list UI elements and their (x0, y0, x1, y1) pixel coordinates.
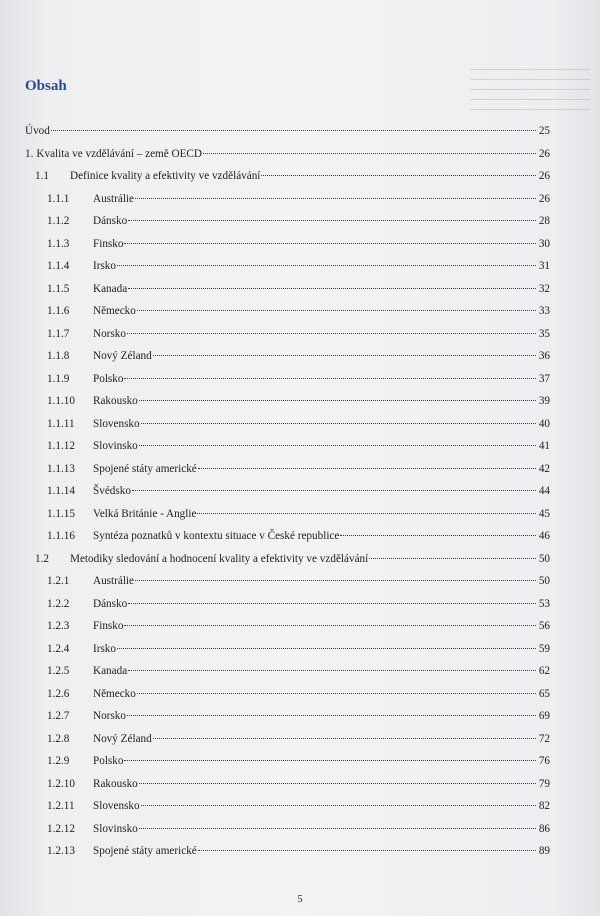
toc-entry-number: 1.1.11 (47, 417, 75, 430)
toc-entry-title: Austrálie (93, 575, 135, 587)
toc-entry (25, 683, 550, 706)
toc-entry-title: Irsko (93, 642, 116, 655)
toc-entry-page: 30 (538, 237, 550, 250)
toc-dot-leader (117, 265, 536, 266)
toc-entry (25, 548, 550, 571)
toc-entry-title: Úvod (25, 125, 50, 137)
toc-dot-leader (124, 760, 535, 761)
toc-entry-title: Švédsko (93, 485, 131, 497)
toc-dot-leader (139, 400, 536, 401)
toc-entry-page: 72 (538, 732, 550, 745)
toc-dot-leader (117, 648, 536, 649)
toc-entry-number: 1.1.1 (47, 192, 70, 205)
toc-entry (25, 323, 550, 346)
toc-entry (25, 593, 550, 616)
toc-dot-leader (124, 243, 535, 244)
toc-entry (25, 773, 550, 796)
toc-dot-leader (127, 715, 536, 716)
toc-entry-number: 1.2.5 (47, 665, 70, 677)
toc-entry-title: Rakousko (93, 395, 138, 407)
toc-entry-number: 1.1 (35, 170, 49, 182)
show-through-lines (470, 60, 590, 120)
toc-entry (25, 525, 550, 548)
toc-entry-number: 1.1.15 (47, 507, 75, 520)
toc-entry-page: 69 (538, 710, 550, 722)
toc-entry-page: 28 (538, 215, 550, 227)
toc-entry-number: 1.2.6 (47, 687, 70, 700)
toc-entry (25, 435, 550, 458)
toc-dot-leader (139, 783, 536, 784)
toc-entry (25, 818, 550, 841)
toc-entry-title: Irsko (93, 260, 116, 272)
toc-entry (25, 188, 550, 211)
toc-dot-leader (137, 693, 536, 694)
toc-entry (25, 705, 550, 728)
toc-entry-title: Velká Británie - Anglie (93, 507, 197, 520)
toc-entry-title: Německo (93, 305, 136, 317)
toc-entry-number: 1.1.5 (47, 282, 70, 295)
toc-dot-leader (128, 670, 536, 671)
toc-entry (25, 480, 550, 503)
toc-entry-page: 39 (538, 395, 550, 407)
toc-dot-leader (128, 288, 536, 289)
toc-entry-page: 40 (538, 417, 550, 430)
toc-entry-number: 1.1.14 (47, 485, 75, 497)
toc-entry-number: 1.1.12 (47, 440, 75, 452)
toc-entry-number: 1.2.11 (47, 800, 75, 812)
toc-dot-leader (369, 558, 536, 559)
toc-dot-leader (203, 153, 536, 154)
toc-entry-number: 1.2.7 (47, 710, 70, 722)
toc-dot-leader (153, 738, 536, 739)
toc-entry-title: Spojené státy americké (93, 462, 197, 475)
toc-entry-page: 35 (538, 327, 550, 340)
toc-heading: Obsah (25, 78, 67, 94)
toc-entry (25, 660, 550, 683)
toc-entry (25, 413, 550, 436)
toc-entry-title: Slovinsko (93, 822, 138, 835)
toc-entry (25, 570, 550, 593)
toc-entry-number: 1.2.10 (47, 777, 75, 790)
toc-entry-page: 62 (538, 665, 550, 677)
toc-entry (25, 120, 550, 143)
toc-entry-number: 1.2.4 (47, 642, 70, 655)
toc-entry-number: 1.2.3 (47, 620, 70, 632)
toc-entry-page: 41 (538, 440, 550, 452)
toc-entry-page: 50 (538, 575, 550, 587)
toc-entry (25, 143, 550, 166)
toc-entry-number: 1.1.8 (47, 350, 70, 362)
toc-entry-page: 82 (538, 800, 550, 812)
toc-entry-number: 1.2.9 (47, 755, 70, 767)
toc-entry-page: 33 (538, 305, 550, 317)
toc-entry-number: 1.2.12 (47, 822, 75, 835)
toc-entry-number: 1.2.13 (47, 845, 75, 857)
toc-entry-title: Spojené státy americké (93, 845, 197, 857)
toc-entry-page: 76 (538, 755, 550, 767)
toc-entry-number: 1.1.13 (47, 462, 75, 475)
toc-dot-leader (153, 355, 536, 356)
toc-dot-leader (141, 805, 536, 806)
toc-entry-title: Austrálie (93, 192, 135, 205)
toc-dot-leader (141, 423, 536, 424)
toc-dot-leader (124, 625, 535, 626)
toc-entry-number: 1.1.10 (47, 395, 75, 407)
toc-entry (25, 210, 550, 233)
toc-entry-page: 36 (538, 350, 550, 362)
toc-entry (25, 458, 550, 481)
toc-entry-page: 86 (538, 822, 550, 835)
toc-dot-leader (127, 333, 536, 334)
toc-entry (25, 233, 550, 256)
toc-entry-page: 46 (538, 530, 550, 542)
toc-entry-page: 31 (538, 260, 550, 272)
toc-dot-leader (198, 850, 536, 851)
toc-entry-number: 1. (25, 147, 34, 160)
toc-dot-leader (51, 130, 536, 131)
toc-dot-leader (340, 535, 535, 536)
page-number: 5 (297, 894, 303, 905)
toc-entry-number: 1.1.2 (47, 215, 70, 227)
toc-entry-title: Slovensko (93, 800, 140, 812)
toc-entry-page: 26 (538, 170, 550, 182)
toc-entry-title: Polsko (93, 755, 124, 767)
toc-entry-number: 1.2.8 (47, 732, 70, 745)
toc-entry-number: 1.2.1 (47, 575, 70, 587)
toc-entry-title: Finsko (93, 620, 124, 632)
toc-entry-number: 1.1.3 (47, 237, 70, 250)
toc-entry (25, 368, 550, 391)
toc-entry-page: 45 (538, 507, 550, 520)
toc-entry-title: Syntéza poznatků v kontextu situace v České republice (93, 530, 340, 542)
toc-entry-title: Kanada (93, 282, 128, 295)
toc-dot-leader (132, 490, 536, 491)
toc-entry-title: Slovensko (93, 417, 140, 430)
toc-entry (25, 278, 550, 301)
toc-entry-title: Německo (93, 687, 136, 700)
toc-entry-title: Metodiky sledování a hodnocení kvality a efektivity ve vzdělávání (70, 552, 369, 565)
toc-entry-title: Norsko (93, 710, 126, 722)
toc-entry (25, 795, 550, 818)
toc-entry-page: 56 (538, 620, 550, 632)
toc-entry (25, 300, 550, 323)
toc-entry-title: Definice kvality a efektivity ve vzdělávání (70, 170, 261, 182)
toc-entry-page: 65 (538, 687, 550, 700)
toc-entry-title: Dánsko (93, 597, 128, 610)
toc-dot-leader (128, 603, 536, 604)
toc-entry-number: 1.1.16 (47, 530, 75, 542)
toc-entry-page: 59 (538, 642, 550, 655)
toc-entry-title: Nový Zéland (93, 732, 152, 745)
toc-entry-title: Rakousko (93, 777, 138, 790)
toc-dot-leader (124, 378, 535, 379)
toc-entry-number: 1.1.6 (47, 305, 70, 317)
toc-entry-number: 1.1.7 (47, 327, 70, 340)
toc-dot-leader (139, 445, 536, 446)
toc-entry-page: 44 (538, 485, 550, 497)
toc-entry (25, 615, 550, 638)
toc-entry-number: 1.1.4 (47, 260, 70, 272)
toc-entry-title: Dánsko (93, 215, 128, 227)
toc-entry (25, 345, 550, 368)
toc-dot-leader (197, 513, 535, 514)
toc-entry-page: 26 (538, 192, 550, 205)
toc-entry-title: Norsko (93, 327, 126, 340)
toc-dot-leader (198, 468, 536, 469)
toc-entry-number: 1.2 (35, 552, 49, 565)
toc-dot-leader (135, 198, 536, 199)
toc-entry (25, 638, 550, 661)
toc-entry-page: 25 (538, 125, 550, 137)
toc-entry (25, 503, 550, 526)
toc-dot-leader (137, 310, 536, 311)
toc-entry-page: 37 (538, 372, 550, 385)
toc-entry-title: Kvalita ve vzdělávání – země OECD (36, 147, 202, 160)
toc-entry (25, 255, 550, 278)
toc-entry (25, 728, 550, 751)
toc-entry (25, 840, 550, 863)
toc-entry-page: 42 (538, 462, 550, 475)
toc-entry-page: 53 (538, 597, 550, 610)
toc-entry-title: Finsko (93, 237, 124, 250)
toc-entry-page: 50 (538, 552, 550, 565)
toc-entry-title: Nový Zéland (93, 350, 152, 362)
toc-entry (25, 390, 550, 413)
toc-dot-leader (128, 220, 536, 221)
toc-entry-page: 79 (538, 777, 550, 790)
toc-entry-page: 89 (538, 845, 550, 857)
toc-entry (25, 165, 550, 188)
table-of-contents (25, 120, 550, 863)
toc-entry (25, 750, 550, 773)
toc-dot-leader (139, 828, 536, 829)
toc-entry-title: Kanada (93, 665, 128, 677)
toc-entry-title: Slovinsko (93, 440, 138, 452)
toc-entry-page: 26 (538, 147, 550, 160)
toc-dot-leader (135, 580, 536, 581)
toc-entry-number: 1.1.9 (47, 372, 70, 385)
toc-entry-number: 1.2.2 (47, 597, 70, 610)
toc-entry-page: 32 (538, 282, 550, 295)
toc-entry-title: Polsko (93, 372, 124, 385)
toc-dot-leader (261, 175, 535, 176)
